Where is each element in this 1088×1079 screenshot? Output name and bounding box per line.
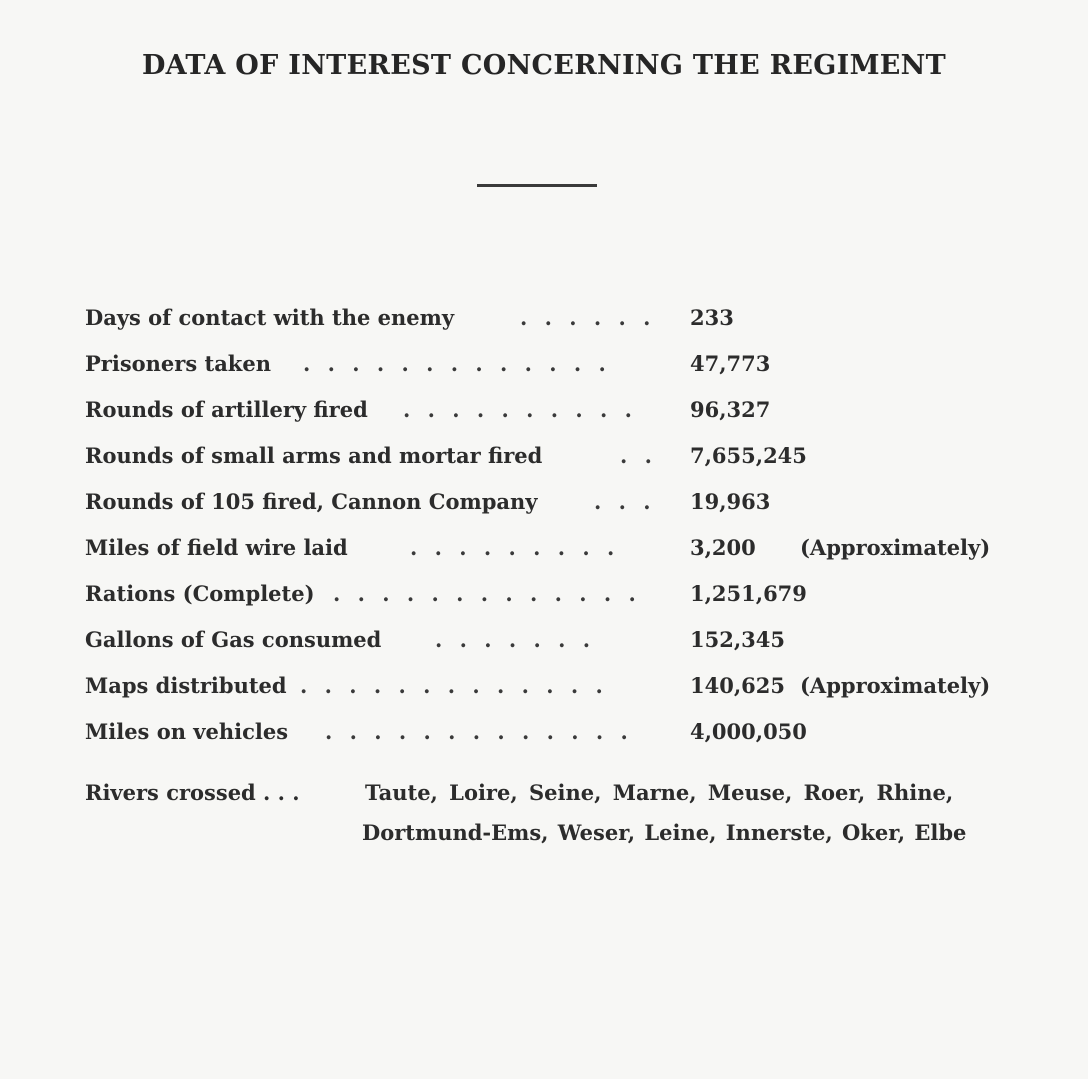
dot-leader: . . . . . . . . . . . . . <box>303 351 611 376</box>
stat-value: 3,200 <box>690 535 756 560</box>
stat-row-gas-consumed <box>85 627 1015 673</box>
dot-leader: . . . . . . . . . <box>410 535 620 560</box>
statistics-list <box>85 305 1015 765</box>
stat-label: Rounds of artillery fired <box>85 397 368 422</box>
stat-label: Days of contact with the enemy <box>85 305 455 330</box>
dot-leader: . . . . . . <box>520 305 656 330</box>
stat-value: 7,655,245 <box>690 443 807 468</box>
dot-leader: . . <box>620 443 657 468</box>
stat-label: Prisoners taken <box>85 351 271 376</box>
stat-note: (Approximately) <box>800 535 991 560</box>
stat-value: 152,345 <box>690 627 785 652</box>
stat-value: 19,963 <box>690 489 771 514</box>
dot-leader: . . . <box>594 489 656 514</box>
stat-label: Maps distributed <box>85 673 287 698</box>
page-title: DATA OF INTEREST CONCERNING THE REGIMENT <box>141 50 947 81</box>
stat-value: 1,251,679 <box>690 581 807 606</box>
stat-value: 233 <box>690 305 734 330</box>
rivers-label: Rivers crossed . . . <box>85 780 300 805</box>
stat-value: 140,625 <box>690 673 785 698</box>
stat-row-days-of-contact <box>85 305 1015 351</box>
dot-leader: . . . . . . . . . . <box>403 397 637 422</box>
dot-leader: . . . . . . . . . . . . . <box>333 581 641 606</box>
dot-leader: . . . . . . . . . . . . . <box>325 719 633 744</box>
stat-label: Rounds of small arms and mortar fired <box>85 443 543 468</box>
stat-note: (Approximately) <box>800 673 991 698</box>
dot-leader: . . . . . . . <box>435 627 596 652</box>
title-divider <box>477 184 597 187</box>
stat-label: Miles of field wire laid <box>85 535 348 560</box>
stat-value: 4,000,050 <box>690 719 807 744</box>
stat-value: 96,327 <box>690 397 771 422</box>
stat-label: Rounds of 105 fired, Cannon Company <box>85 489 538 514</box>
dot-leader: . . . . . . . . . . . . . <box>300 673 608 698</box>
stat-row-rations <box>85 581 1015 627</box>
stat-row-artillery-rounds <box>85 397 1015 443</box>
stat-label: Gallons of Gas consumed <box>85 627 382 652</box>
stat-label: Rations (Complete) <box>85 581 315 606</box>
stat-row-maps-distributed <box>85 673 1015 719</box>
stat-label: Miles on vehicles <box>85 719 289 744</box>
stat-value: 47,773 <box>690 351 771 376</box>
rivers-list-line-2: Dortmund-Ems, Weser, Leine, Innerste, Oker, Elbe <box>362 820 967 845</box>
stat-row-vehicle-miles <box>85 719 1015 765</box>
rivers-list-line-1: Taute, Loire, Seine, Marne, Meuse, Roer, Rhine, <box>365 780 954 805</box>
stat-row-field-wire <box>85 535 1015 581</box>
stat-row-105-rounds <box>85 489 1015 535</box>
stat-row-small-arms-rounds <box>85 443 1015 489</box>
stat-row-prisoners-taken <box>85 351 1015 397</box>
